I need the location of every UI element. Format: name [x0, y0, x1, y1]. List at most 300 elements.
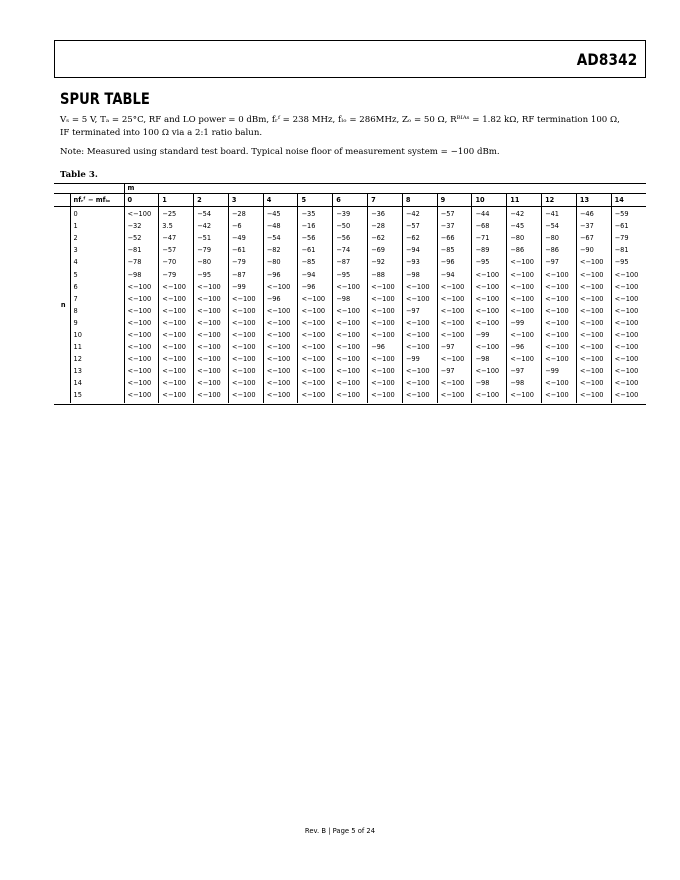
table-cell: <−100	[614, 294, 639, 303]
table-cell: <−100	[542, 377, 577, 389]
table-cell: <−100	[228, 293, 263, 305]
table-cell: −90	[576, 244, 611, 256]
table-cell: −25	[159, 207, 194, 221]
spur-table-body	[54, 207, 646, 403]
row-index-n: 15	[70, 389, 124, 402]
page-header	[54, 40, 646, 78]
table-cell: <−100	[614, 379, 639, 388]
table-cell: <−100	[228, 341, 263, 353]
table-cell: <−100	[333, 353, 368, 365]
table-cell: <−100	[437, 329, 472, 341]
table-cell: −50	[333, 220, 368, 232]
table-cell: −80	[507, 232, 542, 244]
column-header-m-5: 5	[298, 194, 333, 207]
table-cell: −86	[542, 244, 577, 256]
corner-label: nfᵣᶠ − mfₗₒ	[70, 194, 124, 207]
table-cell: <−100	[437, 281, 472, 293]
table-cell: <−100	[576, 365, 611, 377]
table-cell: <−100	[194, 293, 229, 305]
table-cell: −97	[507, 365, 542, 377]
table-cell: −66	[437, 232, 472, 244]
column-header-m-0: 0	[124, 194, 159, 207]
table-cell: −59	[614, 210, 629, 219]
table-row	[54, 220, 646, 232]
table-row	[54, 256, 646, 268]
table-row	[54, 377, 646, 389]
table-cell: <−100	[542, 268, 577, 280]
table-cell: −81	[614, 246, 629, 255]
table-cell: <−100	[333, 329, 368, 341]
column-header-m-12: 12	[542, 194, 577, 207]
table-cell: −28	[368, 220, 403, 232]
table-cell: <−100	[194, 377, 229, 389]
table-cell: −62	[402, 232, 437, 244]
table-cell: <−100	[333, 377, 368, 389]
table-cell: −93	[402, 256, 437, 268]
section-title: SPUR TABLE	[60, 89, 150, 108]
table-cell: <−100	[576, 281, 611, 293]
table-cell: −97	[402, 305, 437, 317]
column-header-row	[54, 194, 646, 207]
table-cell: −69	[368, 244, 403, 256]
table-cell: <−100	[507, 305, 542, 317]
table-cell: <−100	[124, 341, 159, 353]
test-conditions-line-1: Vₛ = 5 V, Tₐ = 25°C, RF and LO power = 0 dBm, fᵣᶠ = 238 MHz, fₗₒ = 286MHz, Zₒ = 50 Ω, Rᴮᴵᴬˢ = 1.82 kΩ, RF termination 100 Ω,	[60, 115, 620, 125]
table-cell: −54	[194, 207, 229, 221]
table-cell: <−100	[472, 268, 507, 280]
table-cell: <−100	[472, 317, 507, 329]
table-cell: <−100	[194, 317, 229, 329]
table-cell: <−100	[507, 389, 542, 402]
table-cell: <−100	[159, 329, 194, 341]
page-footer: Rev. B | Page 5 of 24	[304, 827, 376, 835]
table-cell: <−100	[614, 391, 639, 400]
table-cell: <−100	[124, 207, 159, 221]
table-cell: <−100	[194, 305, 229, 317]
table-cell: <−100	[159, 317, 194, 329]
column-header-m-3: 3	[228, 194, 263, 207]
row-index-n: 11	[70, 341, 124, 353]
table-cell: −48	[263, 220, 298, 232]
table-cell: −42	[194, 220, 229, 232]
table-cell: <−100	[194, 281, 229, 293]
blank-corner	[54, 183, 124, 194]
table-cell: <−100	[402, 293, 437, 305]
table-cell: −51	[194, 232, 229, 244]
table-cell: −16	[298, 220, 333, 232]
table-cell: <−100	[159, 377, 194, 389]
column-header-m-4: 4	[263, 194, 298, 207]
table-cell: <−100	[402, 341, 437, 353]
table-cell: <−100	[507, 353, 542, 365]
table-cell: <−100	[194, 365, 229, 377]
table-row	[54, 207, 646, 221]
row-index-n: 4	[70, 256, 124, 268]
table-cell: −94	[298, 268, 333, 280]
table-cell: <−100	[263, 305, 298, 317]
table-cell: <−100	[368, 329, 403, 341]
table-cell: <−100	[576, 317, 611, 329]
row-index-n: 6	[70, 281, 124, 293]
table-cell: <−100	[402, 317, 437, 329]
table-cell: <−100	[194, 341, 229, 353]
table-cell: <−100	[402, 377, 437, 389]
table-cell: <−100	[614, 270, 639, 279]
measurement-note: Note: Measured using standard test board. Typical noise floor of measurement system = −100 dBm.	[60, 147, 500, 157]
table-cell: <−100	[124, 281, 159, 293]
table-cell: <−100	[159, 281, 194, 293]
table-cell: −37	[437, 220, 472, 232]
table-cell: <−100	[263, 317, 298, 329]
table-row	[54, 305, 646, 317]
table-cell: <−100	[614, 367, 639, 376]
table-cell: −79	[159, 268, 194, 280]
table-cell: <−100	[437, 353, 472, 365]
column-header-m-11: 11	[507, 194, 542, 207]
table-cell: <−100	[507, 268, 542, 280]
table-cell: <−100	[124, 317, 159, 329]
table-cell: −98	[124, 268, 159, 280]
table-cell: −98	[402, 268, 437, 280]
table-cell: <−100	[542, 281, 577, 293]
table-cell: <−100	[298, 377, 333, 389]
table-cell: <−100	[368, 305, 403, 317]
table-cell: <−100	[263, 389, 298, 402]
table-cell: <−100	[194, 389, 229, 402]
table-cell: −61	[228, 244, 263, 256]
table-cell: −79	[228, 256, 263, 268]
table-row	[54, 293, 646, 305]
table-cell: −87	[333, 256, 368, 268]
table-cell: <−100	[576, 353, 611, 365]
table-cell: −42	[507, 207, 542, 221]
table-cell: <−100	[576, 389, 611, 402]
table-cell: −54	[263, 232, 298, 244]
column-header-m-2: 2	[194, 194, 229, 207]
table-cell: <−100	[159, 341, 194, 353]
table-cell: −96	[263, 268, 298, 280]
table-cell: −96	[298, 281, 333, 293]
table-cell: −97	[437, 341, 472, 353]
table-cell: −80	[542, 232, 577, 244]
table-cell: −99	[228, 281, 263, 293]
table-cell: −99	[472, 329, 507, 341]
table-cell: −85	[437, 244, 472, 256]
n-axis-label: n	[54, 207, 70, 403]
table-cell: <−100	[194, 353, 229, 365]
table-cell: −86	[507, 244, 542, 256]
table-cell: <−100	[437, 293, 472, 305]
table-cell: −74	[333, 244, 368, 256]
table-cell: <−100	[333, 305, 368, 317]
table-cell: −52	[124, 232, 159, 244]
row-index-n: 9	[70, 317, 124, 329]
table-cell: <−100	[507, 293, 542, 305]
table-cell: <−100	[298, 305, 333, 317]
table-cell: <−100	[437, 377, 472, 389]
table-row	[54, 329, 646, 341]
table-cell: <−100	[124, 329, 159, 341]
table-cell: <−100	[298, 365, 333, 377]
table-cell: <−100	[263, 353, 298, 365]
table-cell: <−100	[124, 365, 159, 377]
column-header-m-6: 6	[333, 194, 368, 207]
table-cell: −98	[472, 377, 507, 389]
table-cell: <−100	[614, 343, 639, 352]
table-cell: −57	[437, 207, 472, 221]
table-cell: −41	[542, 207, 577, 221]
table-cell: <−100	[298, 293, 333, 305]
table-cell: −95	[614, 258, 629, 267]
table-cell: <−100	[298, 353, 333, 365]
table-cell: <−100	[402, 389, 437, 402]
table-cell: <−100	[124, 377, 159, 389]
row-index-n: 8	[70, 305, 124, 317]
table-caption: Table 3.	[60, 170, 98, 180]
column-header-m-14: 14	[611, 194, 646, 207]
table-cell: <−100	[507, 281, 542, 293]
table-cell: <−100	[298, 317, 333, 329]
table-cell: <−100	[542, 341, 577, 353]
table-cell: −96	[507, 341, 542, 353]
table-cell: <−100	[614, 318, 639, 327]
row-index-n: 12	[70, 353, 124, 365]
table-cell: −96	[368, 341, 403, 353]
row-index-n: 0	[70, 207, 124, 221]
table-cell: −71	[472, 232, 507, 244]
table-cell: −39	[333, 207, 368, 221]
table-cell: −98	[333, 293, 368, 305]
table-cell: −45	[507, 220, 542, 232]
table-cell: <−100	[159, 293, 194, 305]
table-cell: <−100	[263, 329, 298, 341]
table-cell: <−100	[159, 365, 194, 377]
m-header-row	[54, 183, 646, 194]
table-cell: <−100	[333, 281, 368, 293]
table-cell: <−100	[124, 293, 159, 305]
table-cell: <−100	[368, 377, 403, 389]
table-cell: −61	[614, 222, 629, 231]
table-cell: <−100	[472, 281, 507, 293]
table-cell: <−100	[437, 305, 472, 317]
table-cell: −49	[228, 232, 263, 244]
table-row	[54, 317, 646, 329]
table-cell: <−100	[124, 389, 159, 402]
table-cell: <−100	[437, 389, 472, 402]
table-cell: <−100	[402, 329, 437, 341]
table-cell: −85	[298, 256, 333, 268]
table-cell: −94	[402, 244, 437, 256]
table-cell: <−100	[228, 389, 263, 402]
table-cell: −81	[124, 244, 159, 256]
table-cell: <−100	[159, 389, 194, 402]
table-cell: −37	[576, 220, 611, 232]
table-cell: <−100	[333, 365, 368, 377]
table-row	[54, 281, 646, 293]
table-cell: <−100	[228, 365, 263, 377]
table-cell: −82	[263, 244, 298, 256]
table-cell: <−100	[576, 341, 611, 353]
table-cell: <−100	[437, 317, 472, 329]
m-axis-label: m	[124, 183, 646, 194]
table-cell: −44	[472, 207, 507, 221]
table-cell: −94	[437, 268, 472, 280]
table-cell: <−100	[542, 317, 577, 329]
table-cell: <−100	[228, 353, 263, 365]
table-row	[54, 353, 646, 365]
column-header-m-13: 13	[576, 194, 611, 207]
table-cell: <−100	[228, 305, 263, 317]
row-index-n: 10	[70, 329, 124, 341]
table-cell: <−100	[542, 389, 577, 402]
table-cell: <−100	[333, 389, 368, 402]
column-header-m-9: 9	[437, 194, 472, 207]
row-index-n: 2	[70, 232, 124, 244]
table-cell: <−100	[472, 293, 507, 305]
table-cell: <−100	[228, 329, 263, 341]
table-cell: −70	[159, 256, 194, 268]
table-row	[54, 232, 646, 244]
table-cell: −54	[542, 220, 577, 232]
table-cell: −79	[614, 234, 629, 243]
table-row	[54, 389, 646, 402]
table-cell: <−100	[472, 365, 507, 377]
table-cell: <−100	[368, 365, 403, 377]
row-index-n: 5	[70, 268, 124, 280]
table-cell: <−100	[228, 317, 263, 329]
table-cell: −78	[124, 256, 159, 268]
table-cell: <−100	[298, 341, 333, 353]
table-cell: <−100	[368, 293, 403, 305]
table-cell: <−100	[368, 353, 403, 365]
table-cell: <−100	[263, 341, 298, 353]
table-cell: <−100	[542, 329, 577, 341]
table-cell: −46	[576, 207, 611, 221]
part-number: AD8342	[576, 50, 637, 69]
table-cell: −45	[263, 207, 298, 221]
n-corner-blank	[54, 194, 70, 207]
table-cell: <−100	[368, 281, 403, 293]
table-cell: <−100	[614, 330, 639, 339]
column-header-m-8: 8	[402, 194, 437, 207]
table-cell: <−100	[368, 389, 403, 402]
table-cell: <−100	[402, 281, 437, 293]
table-cell: <−100	[576, 305, 611, 317]
row-index-n: 13	[70, 365, 124, 377]
row-index-n: 7	[70, 293, 124, 305]
table-cell: −56	[298, 232, 333, 244]
table-cell: <−100	[368, 317, 403, 329]
table-cell: <−100	[576, 329, 611, 341]
table-cell: −28	[228, 207, 263, 221]
table-row	[54, 341, 646, 353]
row-index-n: 3	[70, 244, 124, 256]
table-cell: −35	[298, 207, 333, 221]
table-cell: −99	[542, 365, 577, 377]
table-cell: −97	[542, 256, 577, 268]
row-index-n: 1	[70, 220, 124, 232]
test-conditions-line-2: IF terminated into 100 Ω via a 2:1 ratio balun.	[60, 128, 263, 138]
table-row	[54, 365, 646, 377]
table-cell: <−100	[576, 256, 611, 268]
table-cell: −80	[194, 256, 229, 268]
table-cell: <−100	[507, 329, 542, 341]
table-cell: −88	[368, 268, 403, 280]
table-cell: <−100	[402, 365, 437, 377]
table-cell: <−100	[333, 317, 368, 329]
table-cell: <−100	[576, 293, 611, 305]
table-cell: <−100	[194, 329, 229, 341]
table-cell: −57	[402, 220, 437, 232]
table-cell: <−100	[542, 353, 577, 365]
table-cell: −80	[263, 256, 298, 268]
table-cell: −42	[402, 207, 437, 221]
table-cell: −95	[194, 268, 229, 280]
column-header-m-1: 1	[159, 194, 194, 207]
table-cell: −99	[402, 353, 437, 365]
table-cell: <−100	[472, 305, 507, 317]
table-cell: −56	[333, 232, 368, 244]
table-cell: −98	[472, 353, 507, 365]
table-cell: <−100	[576, 377, 611, 389]
table-cell: −61	[298, 244, 333, 256]
table-cell: <−100	[263, 365, 298, 377]
table-cell: −32	[124, 220, 159, 232]
table-cell: −99	[507, 317, 542, 329]
table-cell: <−100	[542, 293, 577, 305]
table-cell: <−100	[124, 353, 159, 365]
table-cell: <−100	[124, 305, 159, 317]
table-cell: <−100	[614, 355, 639, 364]
table-cell: −89	[472, 244, 507, 256]
table-cell: −67	[576, 232, 611, 244]
table-cell: <−100	[576, 268, 611, 280]
table-cell: <−100	[614, 306, 639, 315]
table-cell: <−100	[159, 305, 194, 317]
table-cell: <−100	[263, 377, 298, 389]
spur-table	[54, 183, 646, 403]
row-index-n: 14	[70, 377, 124, 389]
table-cell: −36	[368, 207, 403, 221]
table-cell: −96	[263, 293, 298, 305]
table-row	[54, 244, 646, 256]
table-cell: <−100	[159, 353, 194, 365]
table-cell: −95	[333, 268, 368, 280]
test-conditions	[60, 114, 645, 140]
table-cell: −87	[228, 268, 263, 280]
column-header-m-7: 7	[368, 194, 403, 207]
table-cell: −96	[437, 256, 472, 268]
table-cell: −95	[472, 256, 507, 268]
table-cell: <−100	[333, 341, 368, 353]
table-cell: <−100	[298, 329, 333, 341]
table-cell: <−100	[542, 305, 577, 317]
table-cell: −79	[194, 244, 229, 256]
table-cell: −6	[228, 220, 263, 232]
table-cell: <−100	[298, 389, 333, 402]
table-cell: −92	[368, 256, 403, 268]
table-cell: −62	[368, 232, 403, 244]
table-cell: −97	[437, 365, 472, 377]
table-cell: <−100	[614, 282, 639, 291]
table-cell: <−100	[263, 281, 298, 293]
table-cell: <−100	[472, 341, 507, 353]
table-cell: <−100	[228, 377, 263, 389]
column-header-m-10: 10	[472, 194, 507, 207]
table-cell: −98	[507, 377, 542, 389]
table-cell: <−100	[507, 256, 542, 268]
table-cell: 3.5	[159, 220, 194, 232]
